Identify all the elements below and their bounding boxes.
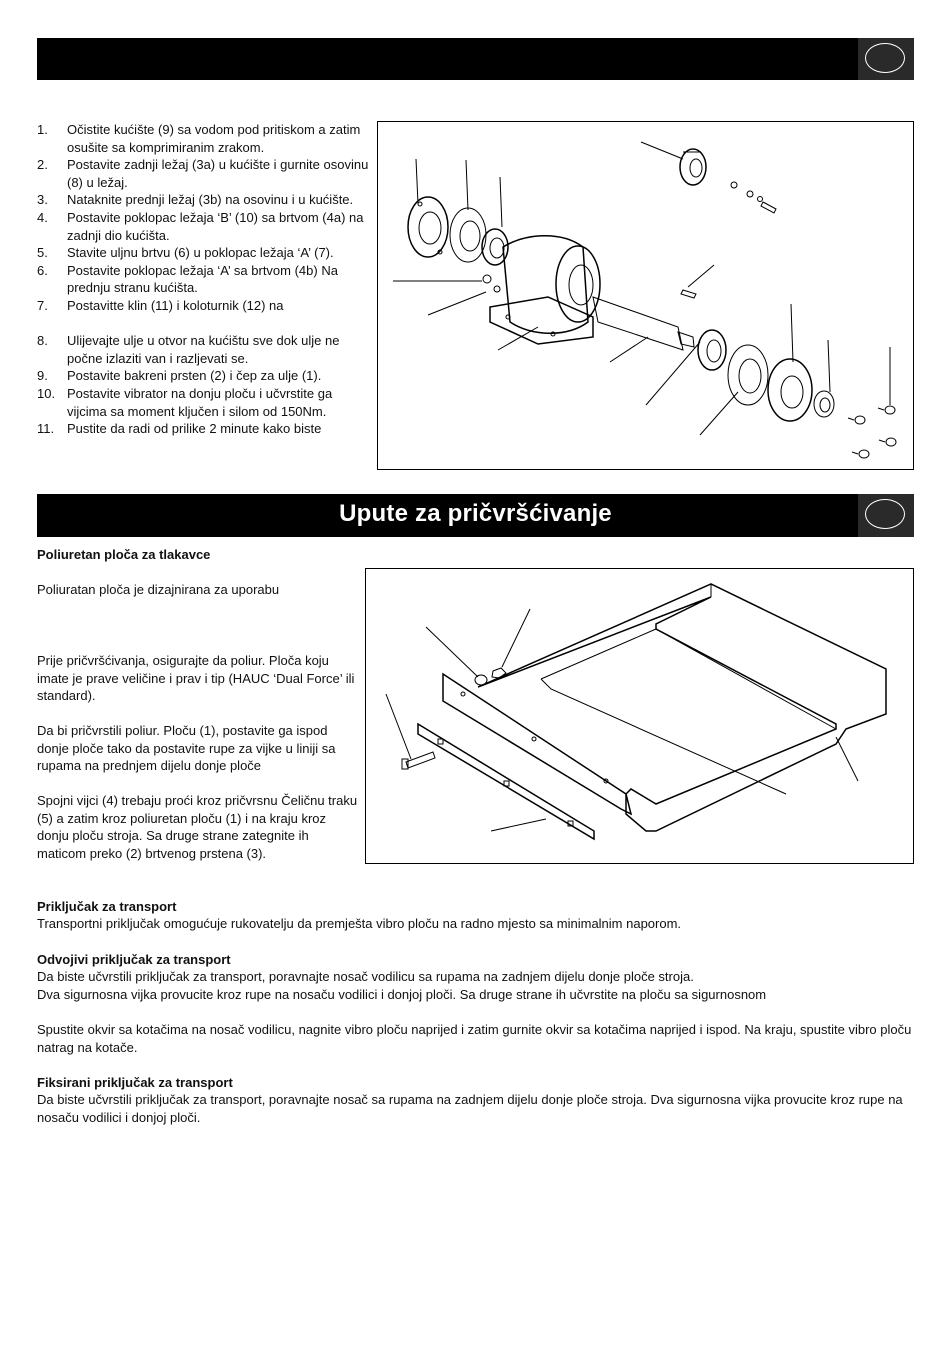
step-item: 11. Pustite da radi od prilike 2 minute kako biste bbox=[37, 421, 322, 437]
language-badge-icon bbox=[865, 499, 905, 529]
paragraph: Poliuratan ploča je dizajnirana za uporabu bbox=[37, 582, 280, 597]
polyurethane-plate-diagram bbox=[365, 568, 914, 864]
paragraph: Dva sigurnosna vijka provucite kroz rupe na nosaču vodilici i donjoj ploči. Sa druge strane ih učvrstite na ploču sa sigurnosnom bbox=[37, 987, 767, 1002]
heading-transport: Priključak za transport bbox=[37, 899, 177, 914]
step-item: 4. Postavite poklopac ležaja ‘B’ (10) sa brtvom (4a) na zadnji dio kućišta. bbox=[37, 209, 364, 243]
header-bar bbox=[37, 38, 914, 80]
step-item: 9. Postavite bakreni prsten (2) i čep za ulje (1). bbox=[37, 368, 322, 384]
paragraph: Da bi pričvrstili poliur. Ploču (1), postavite ga ispod donje ploče tako da postavite rupe za vijke u liniji sa rupama na prednjem dijelu donje ploče bbox=[37, 723, 336, 774]
section-title-bar bbox=[37, 494, 914, 537]
paragraph: Da biste učvrstili priključak za transport, poravnajte nosač vodilicu sa rupama na zadnjem dijelu donje ploče stroja. bbox=[37, 969, 694, 984]
step-item: 6. Postavite poklopac ležaja ‘A’ sa brtvom (4b) Na prednju stranu kućišta. bbox=[37, 262, 338, 296]
paragraph: Spojni vijci (4) trebaju proći kroz pričvrsnu Čeličnu traku (5) a zatim kroz poliuretan ploču (1) i na kraju kroz donju ploču stroja. Sa druge strane zategnite ih maticom preko (2) brtvenog prstena (3). bbox=[37, 793, 358, 861]
step-item: 7. Postavitte klin (11) i koloturnik (12) na bbox=[37, 297, 284, 313]
step-item: 2. Postavite zadnji ležaj (3a) u kućište i gurnite osovinu (8) u ležaj. bbox=[37, 157, 369, 190]
heading-fixed: Fiksirani priključak za transport bbox=[37, 1075, 233, 1090]
section-title: Upute za pričvršćivanje bbox=[339, 500, 612, 527]
step-item: 1. Očistite kućište (9) sa vodom pod pritiskom a zatim osušite sa komprimiranim zrakom. bbox=[37, 122, 361, 155]
paragraph: Transportni priključak omogućuje rukovatelju da premješta vibro ploču na radno mjesto sa minimalnim naporom. bbox=[37, 916, 682, 931]
language-badge-icon bbox=[865, 43, 905, 73]
step-item: 8. Ulijevajte ulje u otvor na kućištu sve dok ulje ne počne izlaziti van i razljevati se. bbox=[37, 333, 340, 366]
paragraph: Prije pričvršćivanja, osigurajte da poliur. Ploča koju imate je prave veličine i prav i tip (HAUC ‘Dual Force’ ili standard). bbox=[37, 653, 355, 704]
step-item: 3. Nataknite prednji ležaj (3b) na osovinu i u kućište. bbox=[37, 192, 354, 208]
step-item: 10. Postavite vibrator na donju ploču i učvrstite ga vijcima sa moment ključen i silom od 150Nm. bbox=[37, 385, 333, 419]
vibrator-exploded-diagram bbox=[377, 121, 914, 470]
subtitle-polyurethane: Poliuretan ploča za tlakavce bbox=[37, 547, 211, 562]
plate-diagram-drawing bbox=[366, 569, 915, 865]
assembly-steps bbox=[37, 121, 373, 438]
step-item: 5. Stavite uljnu brtvu (6) u poklopac ležaja ‘A’ (7). bbox=[37, 245, 334, 261]
paragraph: Da biste učvrstili priključak za transport, poravnajte nosač sa rupama na zadnjem dijelu donje ploče stroja. Dva sigurnosna vijka provucite kroz rupe na nosaču vodilici i donjoj ploči. bbox=[37, 1092, 903, 1125]
heading-detachable: Odvojivi priključak za transport bbox=[37, 952, 231, 967]
language-badge-box bbox=[858, 494, 914, 537]
paragraph: Spustite okvir sa kotačima na nosač vodilicu, nagnite vibro ploču naprijed i zatim gurnite okvir sa kotačima naprijed i ispod. Na kraju, spustite vibro ploču natrag na kotače. bbox=[37, 1022, 912, 1055]
vibrator-diagram-drawing bbox=[378, 122, 915, 471]
language-badge-box bbox=[858, 38, 914, 80]
